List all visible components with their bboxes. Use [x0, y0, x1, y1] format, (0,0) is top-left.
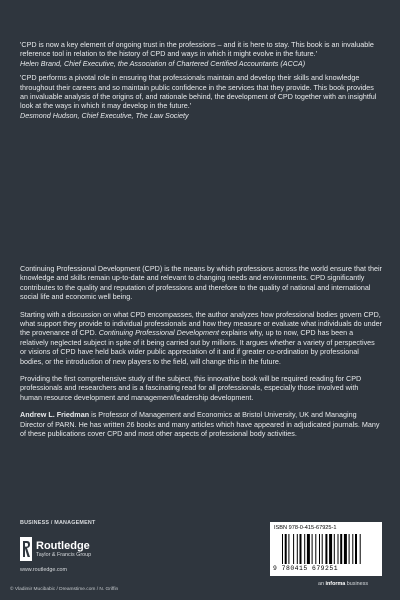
barcode-bar [319, 534, 320, 564]
barcode-bar [344, 534, 347, 564]
endorsement-1 [20, 40, 382, 68]
barcode-bar [338, 534, 339, 564]
description-paragraph-2 [20, 310, 382, 366]
author-bio [20, 410, 382, 438]
subject-category: BUSINESS / MANAGEMENT [20, 520, 96, 526]
description-text: Starting with a discussion on what CPD encompasses, the author analyzes how professional bodies govern CPD, what support they provide to individual professionals and how they measure or evaluate what individuals do under the provenance of CPD. [20, 309, 382, 338]
barcode-bar [349, 534, 350, 564]
informa-suffix: business [345, 581, 369, 587]
endorsement-attribution: Desmond Hudson, Chief Executive, The Law Society [20, 110, 189, 120]
routledge-r-icon [20, 537, 32, 561]
publisher-group: Taylor & Francis Group [36, 551, 92, 558]
barcode-bar [288, 534, 289, 564]
barcode-bar [307, 534, 310, 564]
publisher-wordmark [36, 540, 91, 559]
barcode-bar [297, 534, 298, 564]
barcode-bar [352, 534, 353, 564]
barcode-bar [293, 534, 294, 564]
author-bio-text: is Professor of Management and Economics at Bristol University, UK and Managing Director of PARN. He has written 26 books and many articles which have appeared in adjudicated journals. Many of these publications cover CPD and most other aspects of professional body activities. [20, 410, 380, 439]
book-title-italic: Continuing Professional Development [98, 328, 219, 338]
endorsement-text: 'CPD performs a pivotal role in ensuring that professionals maintain and develop their skills and knowledge throughout their careers and so maintain public confidence in the services that they provide. This book provides an invaluable analysis of the origins of, and rationale behind, the development of CPD together with an insightful look at the ways in which it may develop in the future.' [20, 73, 377, 111]
endorsement-attribution: Helen Brand, Chief Executive, the Association of Chartered Certified Accountants (ACCA) [20, 58, 306, 68]
author-name: Andrew L. Friedman [20, 410, 90, 420]
barcode-panel [270, 522, 382, 576]
barcode-digits: 9 780415 679251 [273, 565, 339, 572]
barcode-bar [340, 534, 342, 564]
informa-tagline [318, 581, 368, 587]
barcode-bar [329, 534, 332, 564]
informa-brand: informa [325, 581, 346, 587]
barcode-bar [285, 534, 287, 564]
barcode-bar [315, 534, 316, 564]
publisher-url: www.routledge.com [20, 567, 68, 573]
barcode-bar [300, 534, 302, 564]
book-description [20, 264, 382, 447]
description-paragraph-3: Providing the first comprehensive study of the subject, this innovative book will be required reading for CPD professionals and researchers and is a fascinating read for all professionals, especially those involved with human resource development and management/leadership development. [20, 374, 362, 402]
barcode-bar [360, 534, 361, 564]
barcode-icon [282, 534, 376, 564]
isbn-label: ISBN 978-0-415-67925-1 [274, 525, 337, 531]
publisher-logo [20, 536, 91, 562]
publisher-name: Routledge [36, 539, 90, 552]
barcode-bar [355, 534, 357, 564]
barcode-bar [322, 534, 323, 564]
informa-prefix: an [318, 581, 326, 587]
barcode-bar [304, 534, 305, 564]
image-credit: © Vladimir Mucibabic / Dreamstime.com / N. Griffin [10, 587, 119, 592]
barcode-bar [334, 534, 335, 564]
endorsement-text: 'CPD is now a key element of ongoing trust in the professions – and it is here to stay. This book is an invaluable reference tool in relation to the history of CPD and ways in which it might evolve in the future.' [20, 40, 374, 59]
description-text: explains why, up to now, CPD has been a relatively neglected subject in spite of it being carried out by millions. It argues whether a variety of perspectives or visions of CPD have held back wider public appreciation of it and if greater co-ordination by professional bodies, or the introduction of new players to the field, will change this in the future. [20, 328, 375, 366]
barcode-bar [325, 534, 327, 564]
description-paragraph-1: Continuing Professional Development (CPD) is the means by which professions across the world ensure that their knowledge and skills remain up-to-date and relevant to changing needs and environments. CPD significantly contributes to the quality and reputation of professions and therefore to the quality of national and international social life and economic well being. [20, 264, 382, 302]
endorsement-2 [20, 73, 382, 120]
barcode-bar [312, 534, 313, 564]
endorsements [20, 40, 382, 125]
barcode-bar [282, 534, 283, 564]
